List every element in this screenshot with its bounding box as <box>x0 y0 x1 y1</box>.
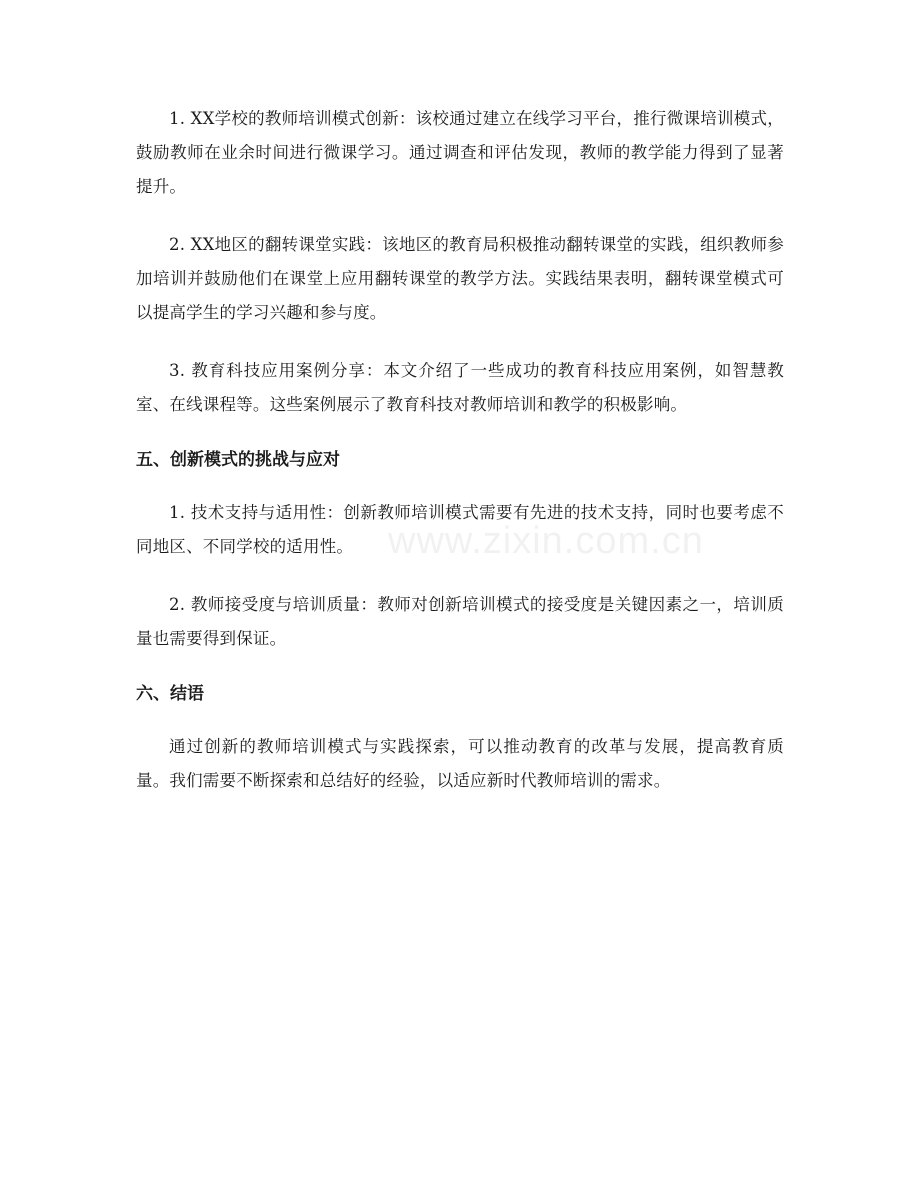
paragraph-challenge-2: 2. 教师接受度与培训质量：教师对创新培训模式的接受度是关键因素之一，培训质量也需要得到保证。 <box>136 595 784 648</box>
paragraph-case-3: 3. 教育科技应用案例分享：本文介绍了一些成功的教育科技应用案例，如智慧教室、在线课程等。这些案例展示了教育科技对教师培训和教学的积极影响。 <box>136 361 784 414</box>
document-body <box>136 102 784 822</box>
section-heading-conclusion: 六、结语 <box>136 684 204 704</box>
watermark-text: www.zixin.com.cn <box>388 520 704 562</box>
section-heading-challenges: 五、创新模式的挑战与应对 <box>136 450 340 470</box>
paragraph-case-2: 2. XX地区的翻转课堂实践：该地区的教育局积极推动翻转课堂的实践，组织教师参加培训并鼓励他们在课堂上应用翻转课堂的教学方法。实践结果表明，翻转课堂模式可以提高学生的学习兴趣和参与度。 <box>136 235 784 322</box>
paragraph-conclusion: 通过创新的教师培训模式与实践探索，可以推动教育的改革与发展，提高教育质量。我们需要不断探索和总结好的经验，以适应新时代教师培训的需求。 <box>136 737 784 790</box>
paragraph-challenge-1: 1. 技术支持与适用性：创新教师培训模式需要有先进的技术支持，同时也要考虑不同地区、不同学校的适用性。 <box>136 503 784 556</box>
paragraph-case-1: 1. XX学校的教师培训模式创新：该校通过建立在线学习平台，推行微课培训模式，鼓励教师在业余时间进行微课学习。通过调查和评估发现，教师的教学能力得到了显著提升。 <box>136 109 784 196</box>
